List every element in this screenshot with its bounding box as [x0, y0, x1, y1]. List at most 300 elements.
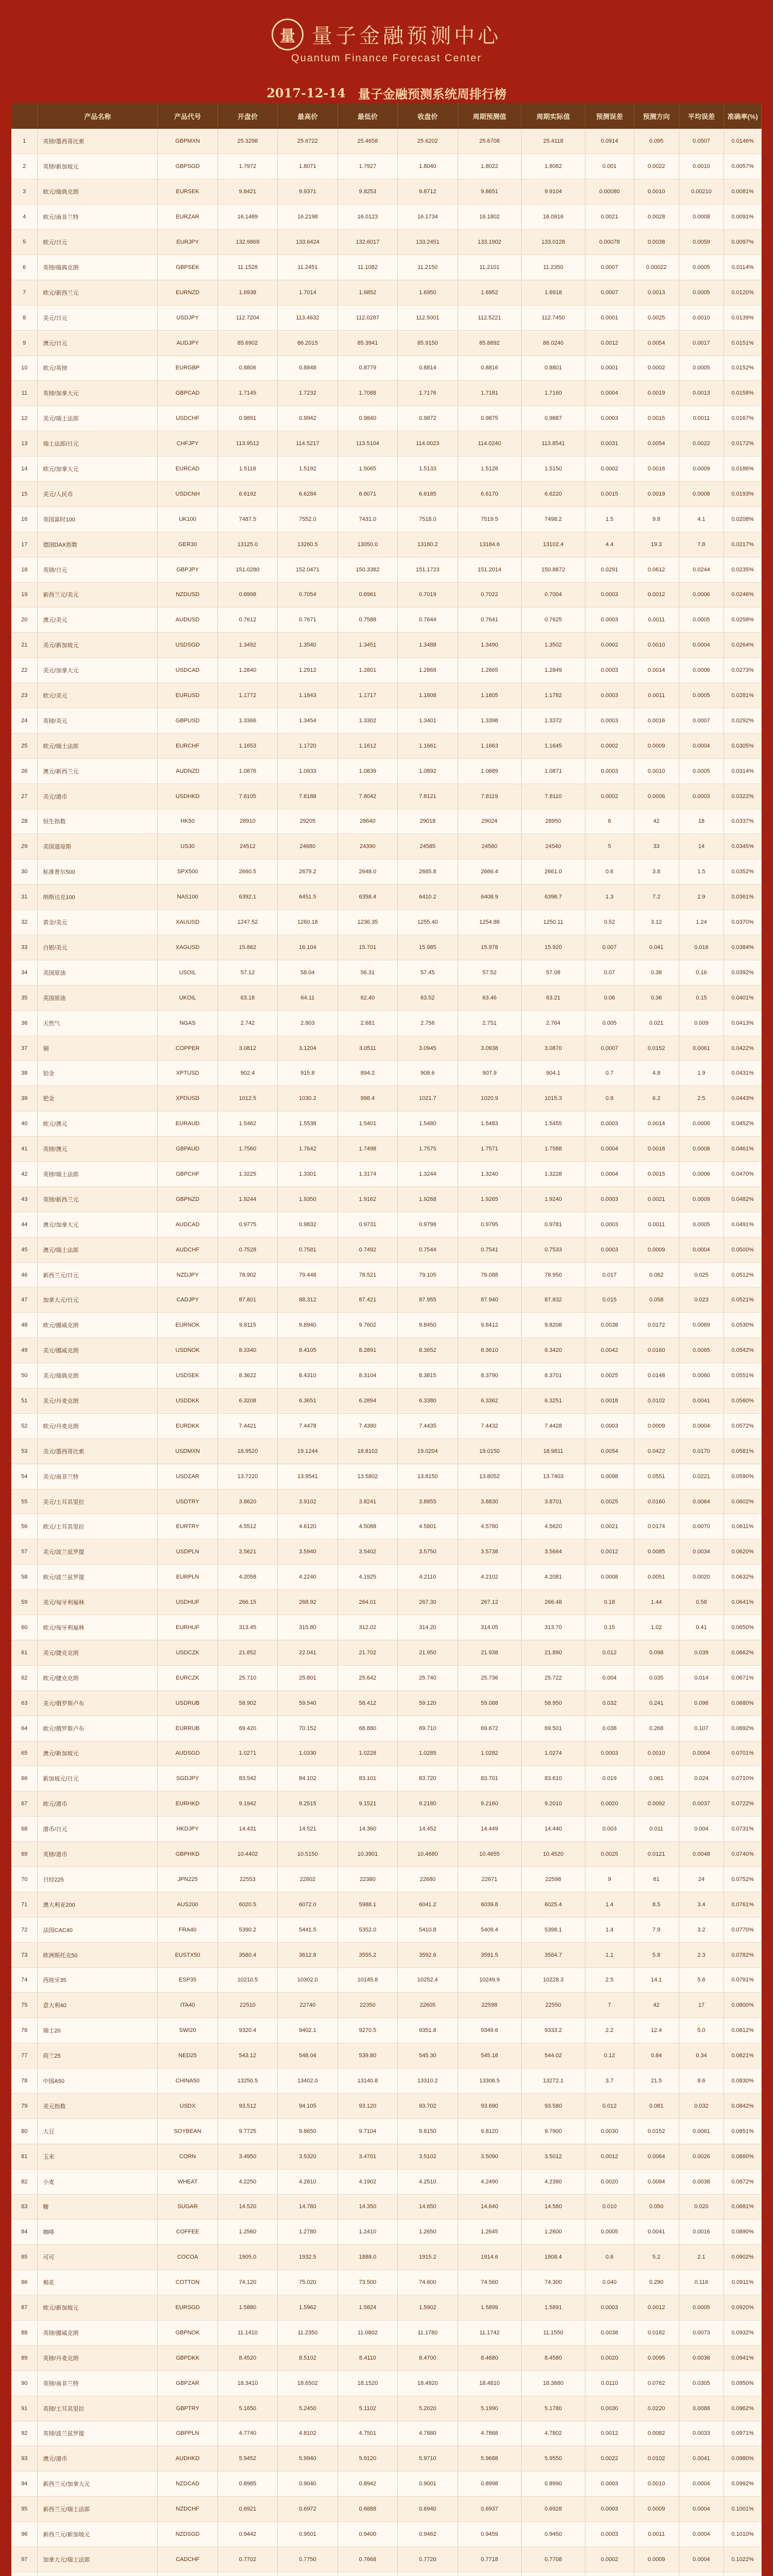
table-cell: 15.978 [458, 935, 522, 960]
table-cell: EURTRY [158, 1514, 217, 1539]
table-cell: 151.1723 [398, 557, 458, 582]
table-cell: 0.0004 [679, 2522, 724, 2547]
table-cell: 0.7533 [522, 1237, 585, 1262]
table-cell: 40 [11, 1111, 38, 1137]
table-cell: 8.4580 [522, 2345, 585, 2370]
table-cell: USDCHF [158, 406, 217, 431]
table-cell: 0.7544 [398, 1237, 458, 1262]
table-cell: 0.0152 [634, 1036, 679, 1061]
product-name-cell: 欧元/丹麦克朗 [38, 1413, 158, 1438]
table-cell: 14 [679, 834, 724, 859]
table-cell: 8.4310 [278, 1363, 338, 1388]
table-cell: 1.1612 [338, 733, 397, 758]
table-cell: 9.2515 [278, 1791, 338, 1817]
table-cell: 2.756 [398, 1010, 458, 1036]
table-cell: 7.8042 [338, 784, 397, 809]
product-name-cell: 英镑/土耳其里拉 [38, 2396, 158, 2421]
table-cell: 70 [11, 1867, 38, 1892]
table-cell: 0.0002 [585, 456, 634, 482]
table-cell: 114.5217 [278, 431, 338, 456]
product-name-cell: 英镑/日元 [38, 557, 158, 582]
table-cell: GBPNOK [158, 2320, 217, 2345]
column-header: 产品名称 [38, 103, 158, 129]
table-cell: 8 [11, 305, 38, 330]
table-cell: 6039.8 [458, 1892, 522, 1917]
table-cell: 4.7868 [458, 2421, 522, 2446]
table-cell: 0.0512% [724, 1262, 762, 1287]
table-cell: NAS100 [158, 885, 217, 910]
table-cell: 15.862 [217, 935, 277, 960]
product-name-cell: 美元/港币 [38, 784, 158, 809]
table-cell: 13.7220 [217, 1464, 277, 1489]
table-row [11, 733, 762, 758]
table-cell: 0.7004 [522, 582, 585, 607]
table-cell: 0.0611% [724, 1514, 762, 1539]
table-cell: 0.0701% [724, 1741, 762, 1766]
table-cell: 0.0008 [679, 205, 724, 230]
table-cell: 33 [634, 834, 679, 859]
table-cell: 1.1653 [217, 733, 277, 758]
table-cell: 4.5801 [398, 1514, 458, 1539]
table-cell: 0.0551 [634, 1464, 679, 1489]
table-cell: 42 [634, 809, 679, 834]
table-cell: 0.0102 [634, 1388, 679, 1414]
table-cell: 25 [11, 733, 38, 758]
table-cell: 46 [11, 1262, 38, 1287]
table-cell: 3580.4 [217, 1942, 277, 1968]
table-cell: 0.9832 [278, 1212, 338, 1237]
table-cell: 0.0012 [585, 330, 634, 355]
table-cell: 1.0285 [398, 1741, 458, 1766]
table-cell: 0.0120% [724, 280, 762, 305]
product-name-cell: 澳元/美元 [38, 607, 158, 633]
table-cell: 0.9501 [278, 2522, 338, 2547]
table-cell: NGAS [158, 1010, 217, 1036]
table-cell: 78.521 [338, 1262, 397, 1287]
table-cell: 1.8071 [278, 154, 338, 179]
table-cell: 0.0002 [585, 633, 634, 658]
product-name-cell: 欧元/港币 [38, 1791, 158, 1817]
table-cell: 267.12 [458, 1590, 522, 1615]
table-cell: 1.8022 [458, 154, 522, 179]
table-cell: 0.1010% [724, 2522, 762, 2547]
table-cell: 0.0011 [634, 607, 679, 633]
table-cell: 0.0003 [585, 1413, 634, 1438]
table-cell: 4.2240 [278, 1565, 338, 1590]
table-cell: 18.3880 [522, 2370, 585, 2396]
table-cell: 11.2451 [278, 255, 338, 280]
table-cell: 132.9869 [217, 230, 277, 255]
table-cell: 0.061 [634, 1766, 679, 1791]
table-cell [724, 2572, 762, 2576]
table-cell: 93.512 [217, 2093, 277, 2119]
table-cell: 0.9872 [398, 406, 458, 431]
table-cell: 0.0003 [585, 2522, 634, 2547]
table-row [11, 2245, 762, 2270]
table-cell: 0.0018 [585, 1388, 634, 1414]
table-row [11, 2093, 762, 2119]
table-cell: 0.0015 [585, 481, 634, 506]
table-cell: 0.0612 [634, 557, 679, 582]
table-cell: 0.0004 [679, 1413, 724, 1438]
table-cell: USDPLN [158, 1539, 217, 1565]
table-row [11, 1892, 762, 1917]
table-cell: EURSGD [158, 2295, 217, 2320]
table-cell: 0.0139% [724, 305, 762, 330]
table-cell: 0.0291 [585, 557, 634, 582]
table-cell: 4.1902 [338, 2169, 397, 2194]
table-cell: 0.0292% [724, 708, 762, 733]
table-cell: 0.012 [585, 2093, 634, 2119]
table-cell: 0.0006 [679, 1162, 724, 1187]
table-cell: 1.0839 [338, 758, 397, 784]
table-cell: 57 [11, 1539, 38, 1565]
table-cell: 266.15 [217, 1590, 277, 1615]
table-cell: SWI20 [158, 2018, 217, 2043]
table-row [11, 330, 762, 355]
table-cell: 0.0010 [679, 154, 724, 179]
table-cell: 3.8701 [522, 1489, 585, 1514]
column-header: 最高价 [278, 103, 338, 129]
table-cell: 38 [11, 1061, 38, 1086]
table-cell: 1.24 [679, 910, 724, 935]
table-cell: 13272.1 [522, 2069, 585, 2094]
table-cell: 0.0098 [585, 1464, 634, 1489]
table-cell: 14 [11, 456, 38, 482]
table-cell: 9.8115 [217, 1313, 277, 1338]
table-row [11, 910, 762, 935]
table-cell: 35 [11, 985, 38, 1010]
table-cell: 0.0193% [724, 481, 762, 506]
table-cell: 4.1 [679, 506, 724, 532]
table-cell: 0.9040 [278, 2471, 338, 2497]
table-cell: 112.7204 [217, 305, 277, 330]
table-cell: 25.6202 [398, 129, 458, 154]
table-cell: 16.2198 [278, 205, 338, 230]
table-cell: 0.0007 [679, 708, 724, 733]
table-cell: 0.7720 [398, 2547, 458, 2572]
table-cell: 0.0003 [585, 2497, 634, 2522]
table-cell: 21.702 [338, 1640, 397, 1665]
table-cell: 7.8110 [522, 784, 585, 809]
table-cell: 45 [11, 1237, 38, 1262]
table-row [11, 2069, 762, 2094]
table-cell: 1.5483 [458, 1111, 522, 1137]
product-name-cell: 美元/人民币 [38, 481, 158, 506]
table-cell: 0.0018 [634, 1137, 679, 1162]
table-cell: 4.2250 [217, 2169, 277, 2194]
table-cell: 0.0009 [679, 456, 724, 482]
product-name-cell: 新西兰元/加拿大元 [38, 2471, 158, 2497]
table-cell: 14.520 [217, 2194, 277, 2219]
table-row [11, 532, 762, 557]
table-cell: 26 [11, 758, 38, 784]
table-cell: 0.7671 [278, 607, 338, 633]
title-text: 量子金融预测系统周排行榜 [358, 86, 507, 101]
table-cell: 1.5192 [278, 456, 338, 482]
table-cell: 9.8651 [458, 179, 522, 205]
table-cell: 0.081 [634, 2093, 679, 2119]
table-cell: 69.672 [458, 1716, 522, 1741]
table-cell: 0.0208% [724, 506, 762, 532]
table-cell: 83.610 [522, 1766, 585, 1791]
table-cell: 0.0005 [585, 2219, 634, 2245]
table-cell: 14.640 [458, 2194, 522, 2219]
table-cell: 4.7740 [217, 2421, 277, 2446]
table-cell: 0.0003 [585, 658, 634, 683]
product-name-cell: 英镑/美元 [38, 708, 158, 733]
product-name-cell: 西班牙35 [38, 1968, 158, 1993]
table-cell: 92 [11, 2421, 38, 2446]
table-cell: 0.0012 [634, 2295, 679, 2320]
table-cell: 14.650 [398, 2194, 458, 2219]
table-cell: 0.0004 [679, 633, 724, 658]
table-cell: 1.2650 [398, 2219, 458, 2245]
table-cell: 0.0392% [724, 960, 762, 985]
table-cell: 0.0710% [724, 1766, 762, 1791]
table-cell: 24390 [338, 834, 397, 859]
table-cell: 0.0007 [585, 280, 634, 305]
table-cell: 5.6 [679, 1968, 724, 1993]
table-cell: 16.0123 [338, 205, 397, 230]
table-cell: 0.0025 [585, 1489, 634, 1514]
table-cell: 57.52 [458, 960, 522, 985]
product-name-cell: 欧元/挪威克朗 [38, 1313, 158, 1338]
table-cell: EURCZK [158, 1665, 217, 1690]
table-cell: 57.12 [217, 960, 277, 985]
table-row [11, 2270, 762, 2295]
table-cell: 0.0081% [724, 179, 762, 205]
table-cell: 84 [11, 2219, 38, 2245]
table-row [11, 758, 762, 784]
table-cell: 2.751 [458, 1010, 522, 1036]
table-cell: 0.0061 [679, 2119, 724, 2144]
table-cell: 7.8188 [278, 784, 338, 809]
table-cell: 0.0009 [634, 1413, 679, 1438]
table-cell: 0.268 [634, 1716, 679, 1741]
table-cell: 5352.0 [338, 1917, 397, 1942]
table-cell: 0.6937 [458, 2497, 522, 2522]
table-cell: XAGUSD [158, 935, 217, 960]
table-cell: 0.0064 [679, 1489, 724, 1514]
table-cell: 0.0881% [724, 2194, 762, 2219]
table-cell: 0.0114% [724, 255, 762, 280]
table-cell: 58.412 [338, 1690, 397, 1716]
header [0, 0, 773, 82]
table-cell: 0.8998 [458, 2471, 522, 2497]
table-cell [679, 2572, 724, 2576]
table-cell: 53 [11, 1438, 38, 1464]
table-cell: 18 [679, 809, 724, 834]
table-cell: 0.7718 [458, 2547, 522, 2572]
table-cell: 28 [11, 809, 38, 834]
table-row [11, 506, 762, 532]
table-cell: 69.710 [398, 1716, 458, 1741]
table-cell: 0.0620% [724, 1539, 762, 1565]
table-cell: 0.0020 [679, 1565, 724, 1590]
table-cell: 57.08 [522, 960, 585, 985]
table-cell: 0.7528 [217, 1237, 277, 1262]
table-cell: 10.4402 [217, 1842, 277, 1867]
table-row [11, 355, 762, 381]
table-row [11, 1993, 762, 2018]
table-cell: 15.701 [338, 935, 397, 960]
table-cell: 1.5962 [278, 2295, 338, 2320]
product-name-cell: 美元指数 [38, 2093, 158, 2119]
table-cell: 0.0020 [585, 1791, 634, 1817]
table-cell: 18.6502 [278, 2370, 338, 2396]
table-cell: 52 [11, 1413, 38, 1438]
table-cell [11, 2572, 38, 2576]
table-cell: 11.1742 [458, 2320, 522, 2345]
table-cell: 57.45 [398, 960, 458, 985]
table-cell: 0.058 [634, 1287, 679, 1313]
table-cell: 0.0361% [724, 885, 762, 910]
table-cell: 25.801 [278, 1665, 338, 1690]
table-cell: 10145.8 [338, 1968, 397, 1993]
table-cell: 14.449 [458, 1817, 522, 1842]
table-cell: 0.0010 [634, 2471, 679, 2497]
table-cell: 904.1 [522, 1061, 585, 1086]
table-cell: 9333.2 [522, 2018, 585, 2043]
table-cell: 1.3401 [398, 708, 458, 733]
table-cell: 0.010 [585, 2194, 634, 2219]
table-cell: USDTRY [158, 1489, 217, 1514]
table-cell: 5.1990 [458, 2396, 522, 2421]
table-cell: 7.8105 [217, 784, 277, 809]
table-cell: GBPNZD [158, 1187, 217, 1212]
product-name-cell [38, 2572, 158, 2576]
table-cell: 3.5940 [278, 1539, 338, 1565]
table-cell: 8.3652 [398, 1338, 458, 1363]
table-cell: 22740 [278, 1993, 338, 2018]
table-cell: 90 [11, 2370, 38, 2396]
table-cell: 9.2180 [398, 1791, 458, 1817]
table-cell: 0.0812% [724, 2018, 762, 2043]
table-cell: 10.4520 [522, 1842, 585, 1867]
table-cell: 21 [11, 633, 38, 658]
table-cell: 42 [634, 1993, 679, 2018]
product-name-cell: 英镑/港币 [38, 1842, 158, 1867]
product-name-cell: 英镑/墨西哥比索 [38, 129, 158, 154]
table-cell: 114.0023 [398, 431, 458, 456]
table-cell: 9.7602 [338, 1313, 397, 1338]
table-cell: 3.8830 [458, 1489, 522, 1514]
table-cell: 11.1082 [338, 255, 397, 280]
table-cell: 1.9240 [522, 1187, 585, 1212]
table-cell: 3.5402 [338, 1539, 397, 1565]
table-cell: HKDJPY [158, 1817, 217, 1842]
product-name-cell: 美元/日元 [38, 305, 158, 330]
table-cell: 25.6708 [458, 129, 522, 154]
product-name-cell: 瑞士法郎/日元 [38, 431, 158, 456]
table-row [11, 381, 762, 406]
table-cell: 22510 [217, 1993, 277, 2018]
table-cell: 1.0271 [217, 1741, 277, 1766]
table-cell: NED25 [158, 2043, 217, 2069]
table-cell: 1.5128 [458, 456, 522, 482]
table-cell: 0.0782% [724, 1942, 762, 1968]
table-cell [217, 2572, 277, 2576]
table-cell: 21.950 [398, 1640, 458, 1665]
table-row [11, 1086, 762, 1111]
table-cell: 1.0892 [398, 758, 458, 784]
table-cell: 1.1805 [458, 683, 522, 708]
table-cell: 28640 [338, 809, 397, 834]
table-row [11, 960, 762, 985]
table-cell: 2.1 [679, 2245, 724, 2270]
table-cell: 7552.0 [278, 506, 338, 532]
table-row [11, 456, 762, 482]
table-cell: 1.5880 [217, 2295, 277, 2320]
table-cell: GBPAUD [158, 1137, 217, 1162]
table-cell: EURRUB [158, 1716, 217, 1741]
table-cell: 3591.5 [458, 1942, 522, 1968]
table-cell: 7498.2 [522, 506, 585, 532]
product-name-cell: 美元/丹麦克朗 [38, 1388, 158, 1414]
table-cell: 267.30 [398, 1590, 458, 1615]
table-cell: AUS200 [158, 1892, 217, 1917]
table-body [11, 129, 762, 2576]
table-cell: 0.07 [585, 960, 634, 985]
table-cell: 113.4632 [278, 305, 338, 330]
table-cell: 61 [634, 1867, 679, 1892]
logo-en-text: Quantum Finance Forecast Center [291, 52, 482, 64]
table-cell: USDRUB [158, 1690, 217, 1716]
table-cell: 13.7403 [522, 1464, 585, 1489]
table-cell: 0.0002 [585, 733, 634, 758]
table-cell: 0.012 [585, 1640, 634, 1665]
table-cell: 1.3488 [398, 633, 458, 658]
column-header: 收盘价 [398, 103, 458, 129]
table-row [11, 230, 762, 255]
table-cell: 14.350 [338, 2194, 397, 2219]
table-cell: 0.0041 [634, 2219, 679, 2245]
table-cell: CHINA50 [158, 2069, 217, 2094]
table-cell: 88 [11, 2320, 38, 2345]
table-cell: 0.0009 [634, 2547, 679, 2572]
table-cell: 4.2380 [522, 2169, 585, 2194]
table-cell: 0.0160 [634, 1489, 679, 1514]
table-cell: 0.7019 [398, 582, 458, 607]
table-cell: 2660.5 [217, 859, 277, 885]
table-cell: 13310.2 [398, 2069, 458, 2094]
table-cell: 1.2645 [458, 2219, 522, 2245]
table-cell: 151.0280 [217, 557, 277, 582]
table-cell: 1888.0 [338, 2245, 397, 2270]
table-cell: 25.736 [458, 1665, 522, 1690]
product-name-cell: 铜 [38, 1036, 158, 1061]
table-cell: 0.7054 [278, 582, 338, 607]
table-row [11, 2219, 762, 2245]
table-cell: 6358.4 [338, 885, 397, 910]
table-cell: 0.8990 [522, 2471, 585, 2497]
table-cell: GBPCAD [158, 381, 217, 406]
table-cell: 0.0073 [679, 2320, 724, 2345]
table-cell: 5.0 [679, 2018, 724, 2043]
table-cell: 313.70 [522, 1615, 585, 1640]
table-cell: 894.2 [338, 1061, 397, 1086]
table-cell: 1914.6 [458, 2245, 522, 2270]
product-name-cell: 欧洲斯托克50 [38, 1942, 158, 1968]
table-cell: 0.0019 [634, 481, 679, 506]
table-cell: 0.0041 [679, 1388, 724, 1414]
table-cell: 0.0017 [679, 330, 724, 355]
table-cell: 0.6888 [338, 2497, 397, 2522]
table-cell: NZDJPY [158, 1262, 217, 1287]
table-cell: 0.52 [585, 910, 634, 935]
table-cell: 58.902 [217, 1690, 277, 1716]
